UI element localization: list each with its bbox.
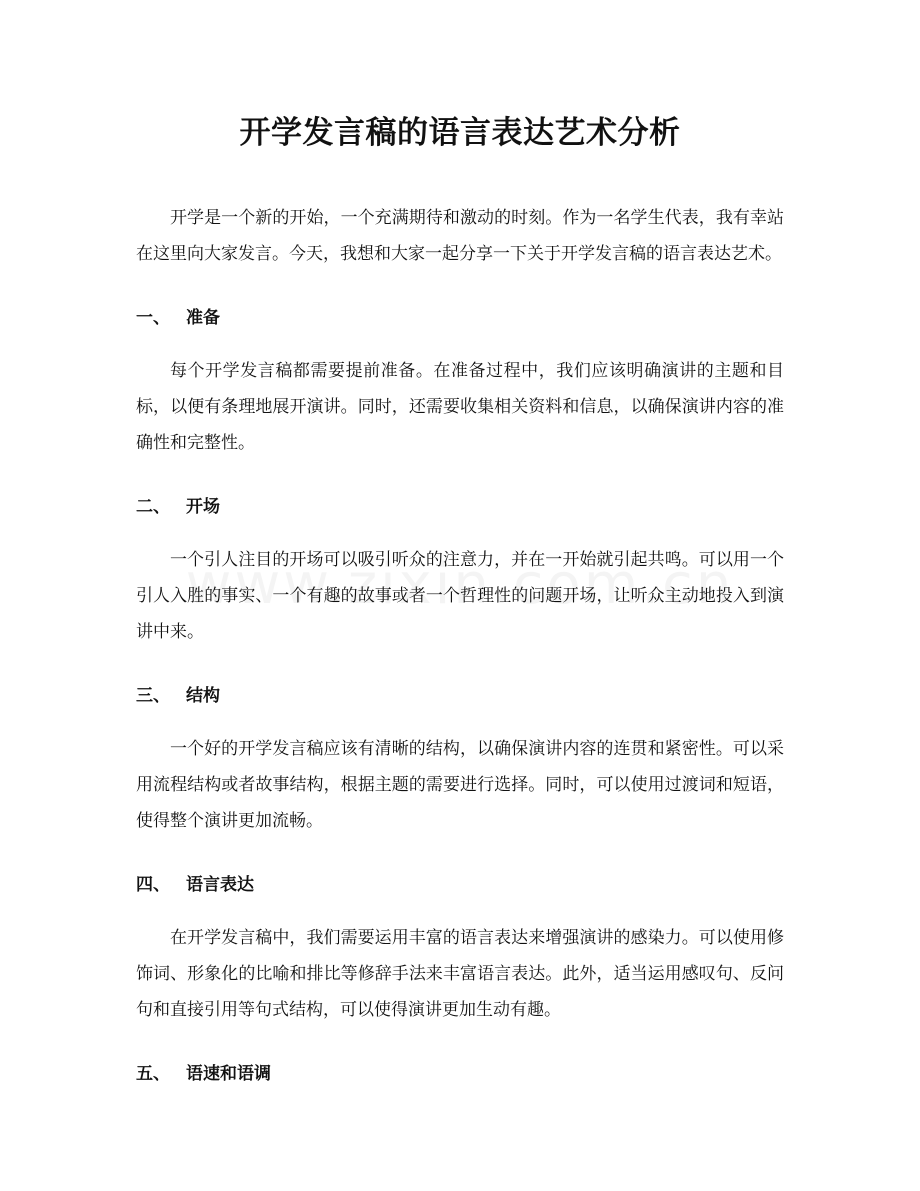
section-number: 一、 — [136, 308, 170, 328]
section-heading-3 — [136, 682, 784, 710]
section-number: 三、 — [136, 686, 170, 706]
section-heading-4 — [136, 871, 784, 899]
section-heading-5 — [136, 1060, 784, 1088]
section-heading-text: 准备 — [186, 308, 220, 328]
section-heading-text: 语言表达 — [186, 875, 254, 895]
section-number: 五、 — [136, 1064, 170, 1084]
section-number: 四、 — [136, 875, 170, 895]
section-body-4: 在开学发言稿中，我们需要运用丰富的语言表达来增强演讲的感染力。可以使用修饰词、形象化的比喻和排比等修辞手法来丰富语言表达。此外，适当运用感叹句、反问句和直接引用等句式结构，可以使得演讲更加生动有趣。 — [136, 928, 784, 1020]
section-heading-2 — [136, 493, 784, 521]
section-heading-text: 开场 — [186, 497, 220, 517]
section-body-3: 一个好的开学发言稿应该有清晰的结构，以确保演讲内容的连贯和紧密性。可以采用流程结构或者故事结构，根据主题的需要进行选择。同时，可以使用过渡词和短语，使得整个演讲更加流畅。 — [136, 739, 784, 831]
section-body-1: 每个开学发言稿都需要提前准备。在准备过程中，我们应该明确演讲的主题和目标，以便有条理地展开演讲。同时，还需要收集相关资料和信息，以确保演讲内容的准确性和完整性。 — [136, 361, 784, 453]
section-number: 二、 — [136, 497, 170, 517]
section-body-2: 一个引人注目的开场可以吸引听众的注意力，并在一开始就引起共鸣。可以用一个引人入胜的事实、一个有趣的故事或者一个哲理性的问题开场，让听众主动地投入到演讲中来。 — [136, 550, 784, 642]
document-title: 开学发言稿的语言表达艺术分析 — [239, 115, 681, 151]
section-heading-1 — [136, 304, 784, 332]
section-heading-text: 结构 — [186, 686, 220, 706]
intro-paragraph: 开学是一个新的开始，一个充满期待和激动的时刻。作为一名学生代表，我有幸站在这里向大家发言。今天，我想和大家一起分享一下关于开学发言稿的语言表达艺术。 — [136, 208, 784, 264]
section-heading-text: 语速和语调 — [186, 1064, 271, 1084]
